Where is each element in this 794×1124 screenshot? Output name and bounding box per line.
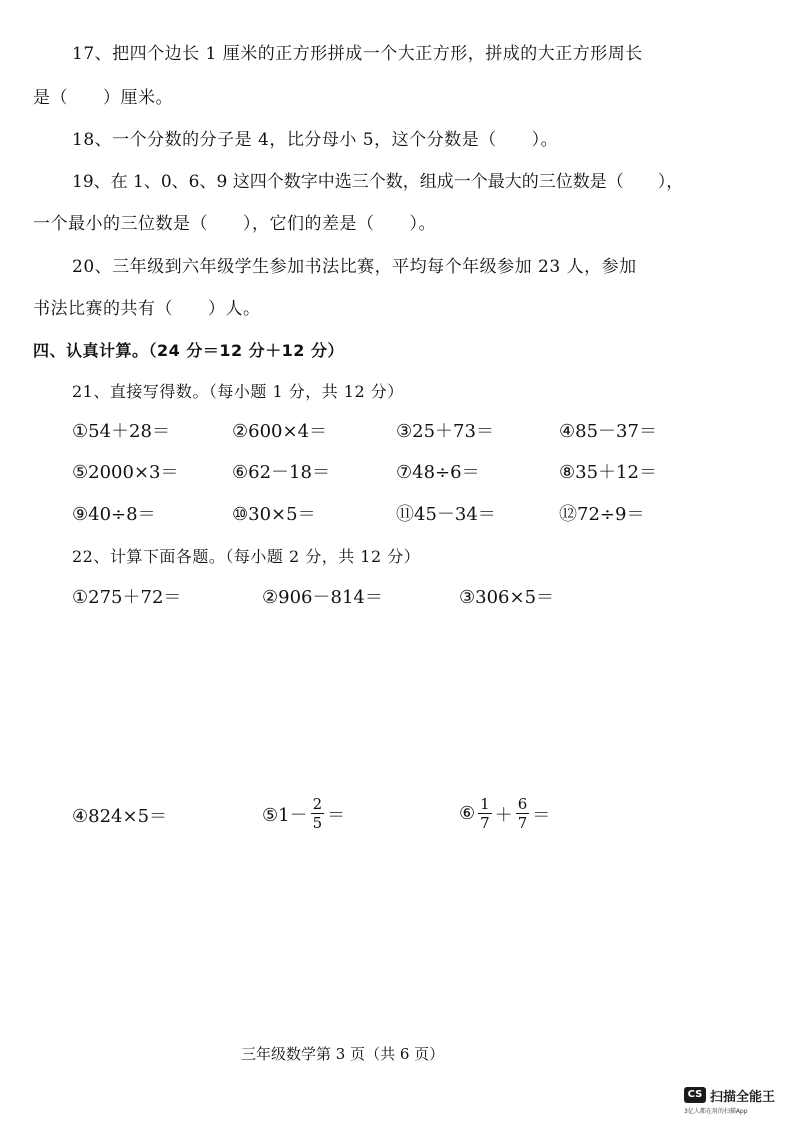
q21-item: ⑩30×5＝ <box>232 504 316 525</box>
plus-operator: ＋ <box>494 804 513 826</box>
q20-line2: 书法比赛的共有（ ）人。 <box>33 299 261 319</box>
fraction-numerator: 2 <box>312 795 323 813</box>
q22-item5-prefix: ⑤1－ <box>262 804 308 826</box>
q22-item: ②906－814＝ <box>262 587 383 608</box>
q21-item: ⑨40÷8＝ <box>72 504 156 525</box>
fraction-numerator: 6 <box>517 795 528 813</box>
q21-item: ③25＋73＝ <box>396 421 494 442</box>
scanner-watermark-logo <box>684 1085 788 1115</box>
fraction-denominator: 5 <box>312 814 323 832</box>
fraction-numerator: 1 <box>480 795 490 813</box>
q21-item: ⑧35＋12＝ <box>559 462 657 483</box>
q21-title: 21、直接写得数。（每小题 1 分，共 12 分） <box>72 382 404 401</box>
watermark-app-name: 扫描全能王 <box>710 1090 776 1105</box>
q18-text: 18、一个分数的分子是 4，比分母小 5，这个分数是（ ）。 <box>72 130 559 150</box>
fraction-denominator: 7 <box>480 814 490 832</box>
fraction-denominator: 7 <box>517 814 528 832</box>
q22-item6-suffix: ＝ <box>532 804 551 826</box>
q20-line1: 20、三年级到六年级学生参加书法比赛，平均每个年级参加 23 人，参加 <box>72 257 637 277</box>
q22-item-fraction-subtraction <box>262 795 345 832</box>
q22-item: ④824×5＝ <box>72 806 168 827</box>
q22-item: ①275＋72＝ <box>72 587 182 608</box>
watermark-tagline: 3亿人都在用的扫描App <box>684 1108 748 1115</box>
q22-item: ③306×5＝ <box>459 587 555 608</box>
fraction <box>516 795 530 832</box>
fraction <box>311 795 325 832</box>
q19-line2: 一个最小的三位数是（ ），它们的差是（ ）。 <box>33 214 436 234</box>
q22-item6-prefix: ⑥ <box>459 803 476 824</box>
q22-title: 22、计算下面各题。（每小题 2 分，共 12 分） <box>72 547 421 566</box>
q19-line1: 19、在 1、0、6、9 这四个数字中选三个数，组成一个最大的三位数是（ ）， <box>72 172 684 192</box>
q17-line2: 是（ ）厘米。 <box>33 88 173 108</box>
q21-item: ①54＋28＝ <box>72 421 170 442</box>
page-footer: 三年级数学第 3 页（共 6 页） <box>241 1045 445 1063</box>
q22-item-fraction-addition <box>459 795 550 832</box>
q21-item: ②600×4＝ <box>232 421 328 442</box>
q21-item: ⑫72÷9＝ <box>559 504 645 525</box>
section4-heading: 四、认真计算。（24 分＝12 分＋12 分） <box>33 341 345 360</box>
q21-item: ⑪45－34＝ <box>396 504 496 525</box>
cs-logo-icon: CS <box>684 1087 706 1103</box>
q21-item: ⑦48÷6＝ <box>396 462 480 483</box>
q17-line1: 17、把四个边长 1 厘米的正方形拼成一个大正方形，拼成的大正方形周长 <box>72 44 643 64</box>
fraction <box>478 795 492 832</box>
q21-item: ⑤2000×3＝ <box>72 462 179 483</box>
q21-item: ④85－37＝ <box>559 421 657 442</box>
q22-item5-suffix: ＝ <box>327 804 346 826</box>
q21-item: ⑥62－18＝ <box>232 462 330 483</box>
